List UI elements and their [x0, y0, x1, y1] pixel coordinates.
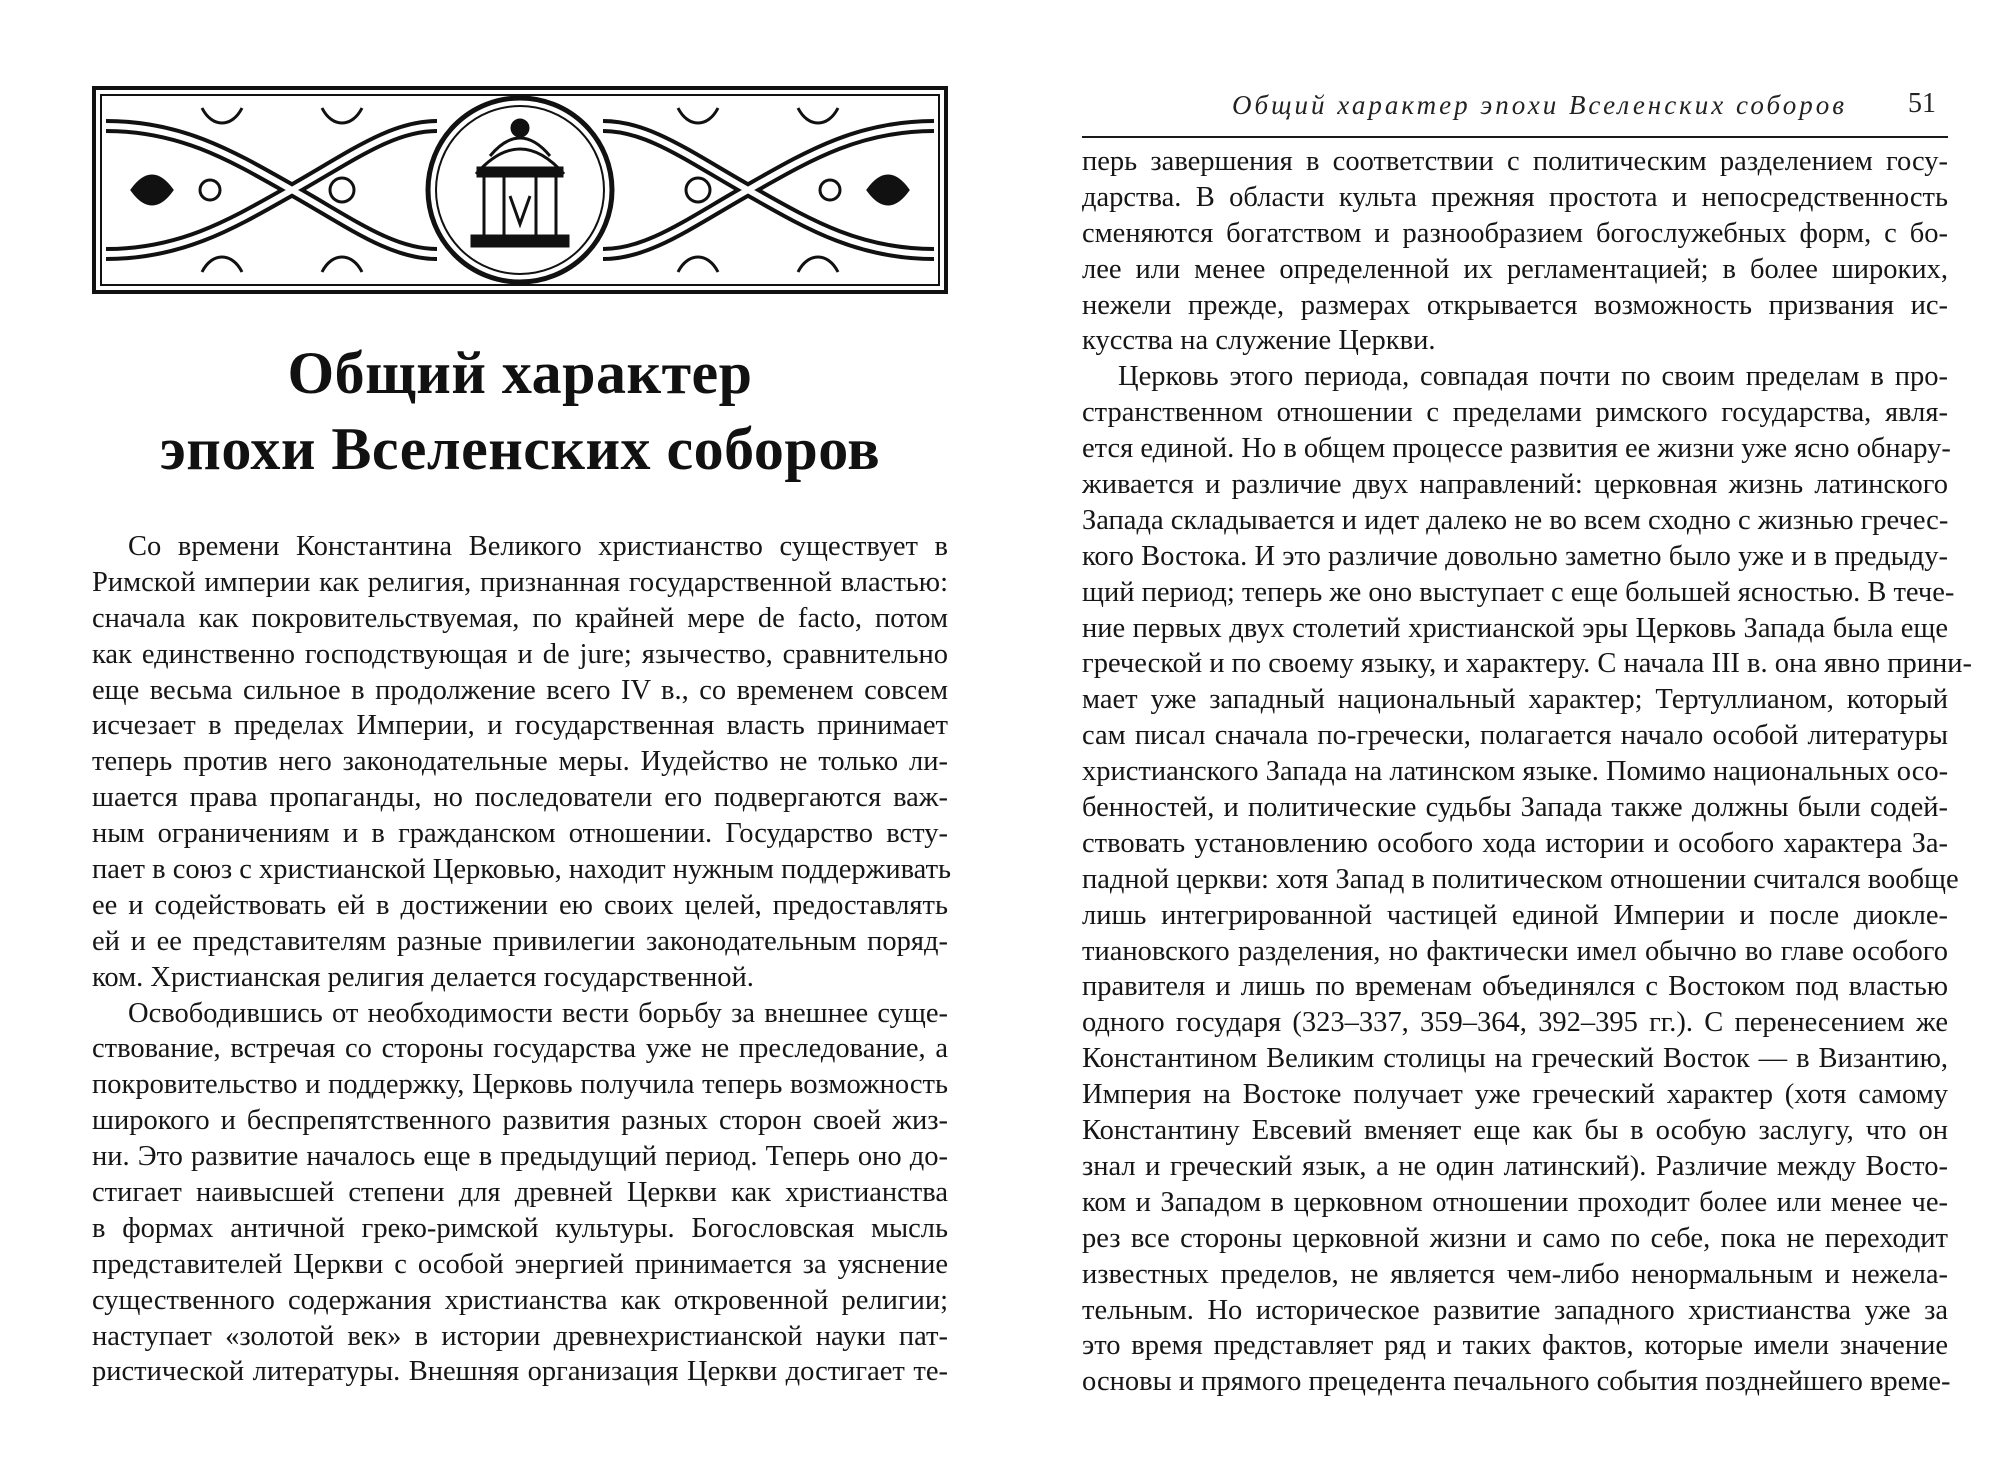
- text-line: ствовать установлению особого хода истории и особого характера За-: [1082, 827, 1948, 859]
- text-line: щий период; теперь же оно выступает с еще большей ясностью. В тече-: [1082, 576, 1955, 608]
- text-line: дарства. В области культа прежняя простота и непосредственность: [1082, 181, 1948, 213]
- text-line: христианского Запада на латинском языке. Помимо национальных осо-: [1082, 756, 1949, 788]
- text-line: ным ограничениям и в гражданском отношении. Государство всту-: [92, 818, 948, 850]
- text-line: Константином Великим столицы на греческий Восток — в Византию,: [1082, 1043, 1948, 1075]
- text-line: Римской империи как религия, признанная государственной властью:: [92, 566, 948, 598]
- text-line: как единственно господствующая и de jure; язычество, сравнительно: [92, 638, 948, 670]
- text-line: ее и содействовать ей в достижении ею своих целей, предоставлять: [92, 889, 948, 921]
- text-line: наступает «золотой век» в истории древнехристианской науки пат-: [92, 1320, 948, 1352]
- text-line: ей и ее представителям разные привилегии законодательным поряд-: [92, 925, 948, 957]
- text-line: известных пределов, не является чем-либо ненормальным и нежела-: [1082, 1258, 1948, 1290]
- text-line: еще весьма сильное в продолжение всего IV в., со временем совсем: [92, 674, 948, 706]
- decorative-headpiece: [92, 86, 948, 294]
- text-line: ется единой. Но в общем процессе развития ее жизни уже ясно обнару-: [1082, 433, 1951, 465]
- text-line: одного государя (323–337, 359–364, 392–395 гг.). С перенесением же: [1082, 1007, 1948, 1039]
- chapter-title: [92, 335, 948, 487]
- text-line: перь завершения в соответствии с политическим разделением госу-: [1082, 146, 1948, 177]
- text-line: нежели прежде, размерах открывается возможность призвания ис-: [1082, 289, 1948, 321]
- text-line: сам писал сначала по-гречески, полагается начало особой литературы: [1082, 720, 1948, 752]
- text-line: греческой и по своему языку, и характеру. С начала III в. она явно прини-: [1082, 648, 1972, 680]
- ornament-icon: [92, 86, 948, 294]
- text-line: ствование, встречая со стороны государства уже не преследование, а: [92, 1033, 948, 1065]
- text-line: представителей Церкви с особой энергией принимается за уяснение: [92, 1248, 948, 1280]
- text-line: в формах античной греко-римской культуры. Богословская мысль: [92, 1212, 948, 1244]
- chapter-title-line: эпохи Вселенских соборов: [159, 416, 881, 482]
- left-body-text: [92, 529, 952, 1390]
- page-number: 51: [1908, 88, 1936, 119]
- text-line: ком и Западом в церковном отношении проходит более или менее че-: [1082, 1186, 1948, 1218]
- text-line: живается и различие двух направлений: церковная жизнь латинского: [1082, 469, 1948, 501]
- text-line: Константину Евсевий вменяет еще как бы в особую заслугу, что он: [1082, 1115, 1948, 1147]
- text-line: ние первых двух столетий христианской эры Церковь Запада была еще: [1082, 612, 1948, 644]
- text-line: Со времени Константина Великого христианство существует в: [128, 531, 948, 562]
- right-page: [1000, 0, 2000, 1471]
- text-line: сменяются богатством и разнообразием богослужебных форм, с бо-: [1082, 217, 1948, 249]
- text-line: знал и греческий язык, а не один латинский). Различие между Восто-: [1082, 1150, 1948, 1182]
- text-line: стигает наивысшей степени для древней Церкви как христианства: [92, 1177, 948, 1209]
- text-line: правителя и лишь по временам объединялся с Востоком под властью: [1082, 971, 1948, 1003]
- text-line: шается права пропаганды, но последователи его подвергаются важ-: [92, 782, 948, 814]
- text-line: лее или менее определенной их регламентацией; в более широких,: [1082, 253, 1948, 285]
- text-line: странственном отношении с пределами римского государства, явля-: [1082, 397, 1948, 429]
- text-line: широкого и беспрепятственного развития разных сторон своей жиз-: [92, 1105, 948, 1137]
- running-title: Общий характер эпохи Вселенских соборов: [1232, 90, 1847, 120]
- running-head: [1082, 86, 1948, 138]
- text-line: это время представляет ряд и таких фактов, которые имели значение: [1082, 1330, 1948, 1362]
- text-line: исчезает в пределах Империи, и государственная власть принимает: [92, 710, 948, 742]
- text-line: тиановского разделения, но фактически имел обычно во главе особого: [1082, 935, 1948, 967]
- text-line: Запада складывается и идет далеко не во всем сходно с жизнью гречес-: [1082, 504, 1949, 536]
- chapter-title-line: Общий характер: [287, 340, 753, 406]
- text-line: ни. Это развитие началось еще в предыдущий период. Теперь оно до-: [92, 1141, 948, 1173]
- text-line: лишь интегрированной частицей единой Империи и после диокле-: [1082, 899, 1948, 931]
- text-line: Империя на Востоке получает уже греческий характер (хотя самому: [1082, 1079, 1948, 1111]
- text-line: падной церкви: хотя Запад в политическом отношении считался вообще: [1082, 863, 1959, 895]
- text-line: мает уже западный национальный характер; Тертуллианом, который: [1082, 684, 1948, 716]
- text-line: кусства на служение Церкви.: [1082, 325, 1436, 357]
- text-line: пает в союз с христианской Церковью, находит нужным поддерживать: [92, 854, 952, 886]
- text-line: ком. Христианская религия делается государственной.: [92, 961, 754, 993]
- text-line: тельным. Но историческое развитие западного христианства уже за: [1082, 1294, 1948, 1326]
- text-line: сначала как покровительствуемая, по крайней мере de facto, потом: [92, 602, 948, 634]
- text-line: рез все стороны церковной жизни и само по себе, пока не переходит: [1082, 1222, 1948, 1254]
- right-body-text: [1082, 144, 1972, 1400]
- text-line: существенного содержания христианства как откровенной религии;: [92, 1284, 948, 1316]
- text-line: покровительство и поддержку, Церковь получила теперь возможность: [92, 1069, 948, 1101]
- text-line: Церковь этого периода, совпадая почти по своим пределам в про-: [1118, 361, 1948, 393]
- text-line: Освободившись от необходимости вести борьбу за внешнее суще-: [128, 997, 948, 1029]
- text-line: ристической литературы. Внешняя организация Церкви достигает те-: [92, 1356, 948, 1388]
- text-line: кого Востока. И это различие довольно заметно было уже и в предыду-: [1082, 540, 1948, 572]
- text-line: основы и прямого прецедента печального события позднейшего време-: [1082, 1366, 1951, 1398]
- text-line: бенностей, и политические судьбы Запада также должны были содей-: [1082, 792, 1948, 824]
- text-line: теперь против него законодательные меры. Иудейство не только ли-: [92, 746, 948, 778]
